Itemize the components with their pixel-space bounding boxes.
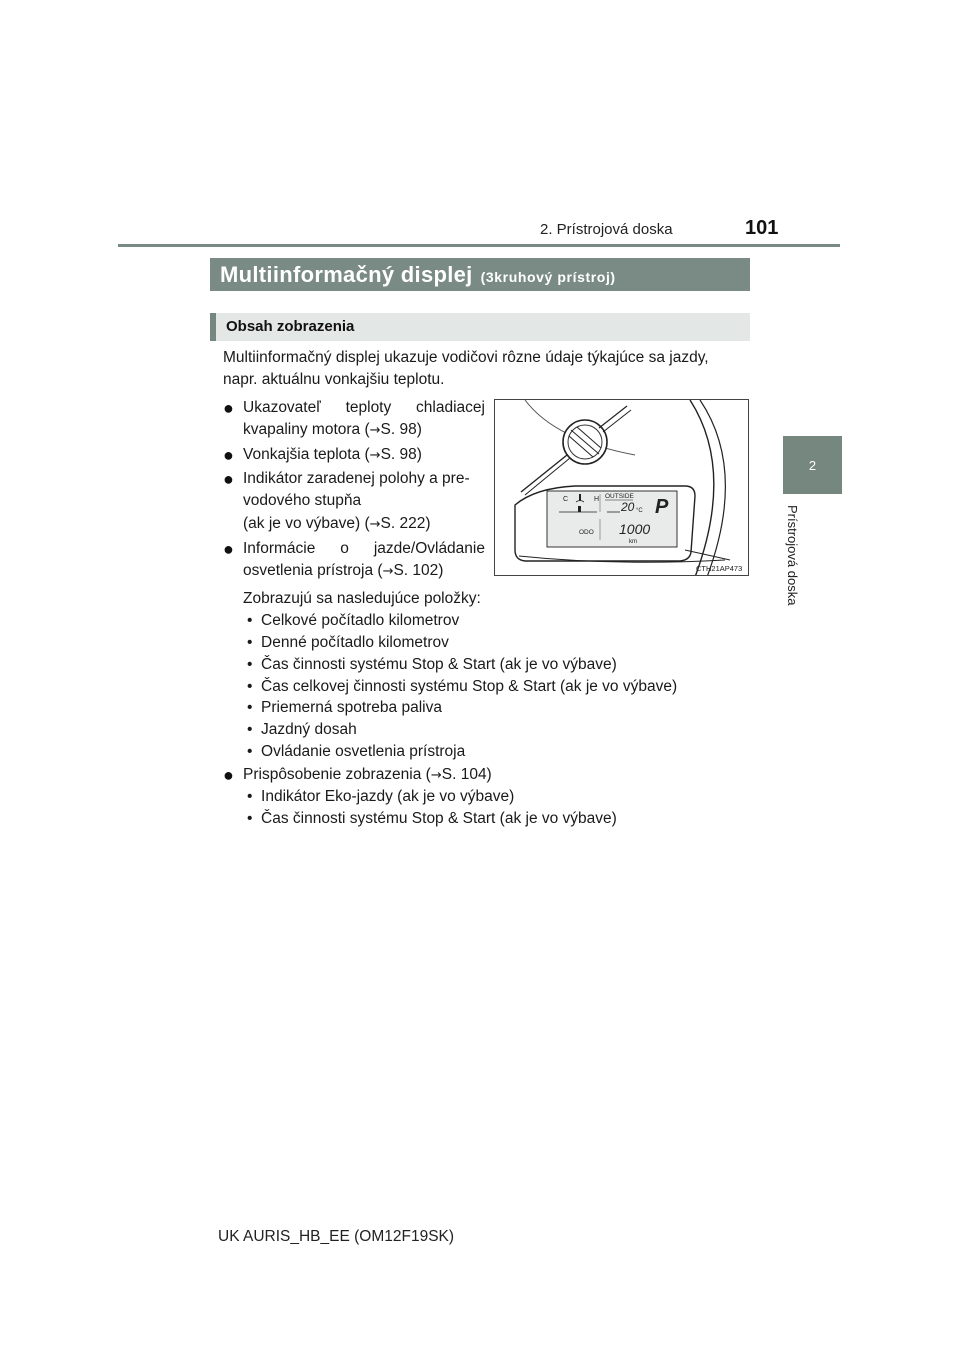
bullet-3-line-2: vodového stupňa — [243, 492, 362, 509]
bullet-dot: ● — [223, 445, 234, 465]
odometer-value: 1000 — [619, 521, 651, 537]
bullet-dot: ● — [223, 765, 234, 785]
bullet-2: Vonkajšia teplota (→S. 98) — [243, 446, 422, 463]
list-item: • Jazdný dosah — [247, 721, 357, 738]
subsection-bar — [210, 313, 750, 341]
intro-line-2: napr. aktuálnu vonkajšiu teplotu. — [223, 371, 445, 388]
arrow-icon: → — [369, 517, 381, 532]
arrow-icon: → — [369, 448, 381, 463]
bullet-4-line-1: Informácie o jazde/Ovládanie — [243, 540, 485, 557]
running-header-section: 2. Prístrojová doska — [540, 221, 673, 238]
temperature-unit: °C — [636, 508, 643, 514]
bullet-3-line-3: (ak je vo výbave) (→S. 222) — [243, 515, 431, 532]
bullet-1-line-2: kvapaliny motora (→S. 98) — [243, 421, 422, 438]
outside-temperature-value: 20 — [621, 500, 635, 514]
instrument-cluster-illustration — [495, 400, 749, 576]
list-item: • Denné počítadlo kilometrov — [247, 634, 449, 651]
needle — [521, 455, 567, 492]
odometer-unit: km — [629, 539, 637, 545]
arrow-icon: → — [369, 423, 381, 438]
bullet-4-line-2: osvetlenia prístroja (→S. 102) — [243, 562, 444, 579]
outside-label: OUTSIDE — [605, 493, 634, 500]
arrow-icon: → — [430, 768, 442, 783]
chapter-tab: 2 — [783, 436, 842, 494]
arrow-icon: → — [382, 564, 394, 579]
intro-line-1: Multiinformačný displej ukazuje vodičovi rôzne údaje týkajúce sa jazdy, — [223, 349, 709, 366]
list-item: • Čas činnosti systému Stop & Start (ak je vo výbave) — [247, 656, 617, 673]
list-item: • Indikátor Eko-jazdy (ak je vo výbave) — [247, 788, 515, 805]
gear-indicator: P — [655, 496, 669, 518]
section-subtitle: (3kruhový prístroj) — [480, 268, 616, 285]
subsection-accent — [210, 313, 216, 341]
list-item: • Ovládanie osvetlenia prístroja — [247, 743, 466, 760]
displays-intro: Zobrazujú sa nasledujúce položky: — [243, 590, 481, 607]
list-item: • Priemerná spotreba paliva — [247, 699, 442, 716]
bullet-5: Prispôsobenie zobrazenia (→S. 104) — [243, 766, 492, 783]
section-title-bar — [210, 258, 750, 291]
header-rule — [118, 244, 840, 247]
list-item: • Čas celkovej činnosti systému Stop & Start (ak je vo výbave) — [247, 678, 678, 695]
bullet-3-line-1: Indikátor zaradenej polohy a pre- — [243, 470, 470, 487]
subsection-title: Obsah zobrazenia — [226, 318, 355, 335]
figure-code: CTH21AP473 — [696, 564, 743, 573]
instrument-cluster-figure — [494, 399, 749, 576]
gauge-h-label: H — [594, 496, 600, 503]
bullet-dot: ● — [223, 469, 234, 489]
gauge-c-label: C — [563, 496, 569, 503]
footer-document-id: UK AURIS_HB_EE (OM12F19SK) — [218, 1228, 455, 1245]
bullet-dot: ● — [223, 539, 234, 559]
chapter-tab-label-box — [785, 505, 807, 615]
section-title: Multiinformačný displej — [220, 261, 473, 287]
odo-label: ODO — [579, 529, 594, 536]
chapter-tab-label: Prístrojová doska — [785, 505, 800, 606]
list-item: • Čas činnosti systému Stop & Start (ak je vo výbave) — [247, 810, 617, 827]
bullet-dot: ● — [223, 398, 234, 418]
list-item: • Celkové počítadlo kilometrov — [247, 612, 460, 629]
page-number: 101 — [745, 217, 779, 239]
bullet-1-line-1: Ukazovateľ teploty chladiacej — [243, 399, 485, 416]
